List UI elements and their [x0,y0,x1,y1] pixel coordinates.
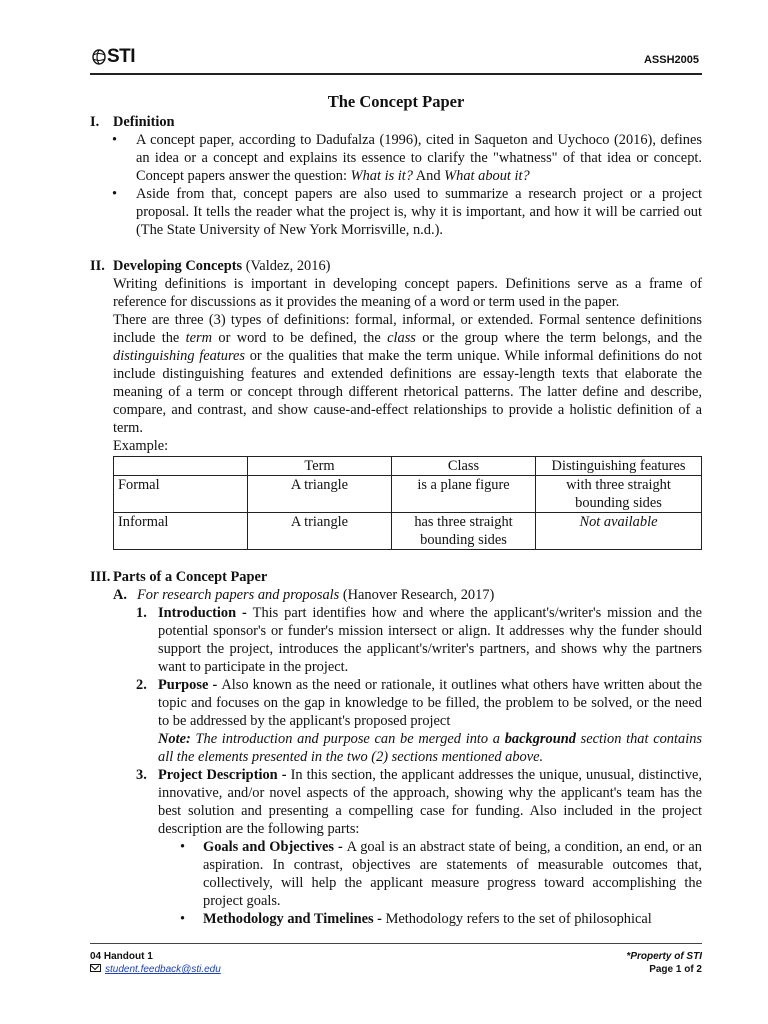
table-cell: A triangle [248,513,392,550]
paragraph: Project Description - In this section, the applicant addresses the unique, unusual, distinctive, innovative, and/or novel aspects of the approach, showing why the applicant's team has the best solution and presenting a compelling case for funding. Also included in the project description are the following parts: [158,767,702,837]
table-cell: Not available [536,513,702,550]
note: Note: The introduction and purpose can be merged into a background section that contains all the elements presented in the two (2) sections mentioned above. [158,731,702,765]
bullet-icon: • [180,911,186,927]
citation: (Valdez, 2016) [242,258,331,274]
paragraph: Introduction - This part identifies how and where the applicant's/writer's mission and the potential sponsor's or funder's mission intersect or align. It addresses why the funder should support the project, introduces the applicant's/writer's partners, and shows why the partners want to participate in the project. [158,605,702,675]
document-body [90,92,702,928]
list-item [112,131,702,185]
handout-label: 04 Handout 1 [90,951,153,962]
footer-divider [90,943,702,944]
paragraph: Writing definitions is important in developing concept papers. Definitions serve as a frame of reference for discussions as it provides the meaning of a word or term used in the paper. [113,276,702,310]
table-row [114,476,702,513]
list-item [112,185,702,239]
table-cell: Formal [114,476,248,513]
course-code: ASSH2005 [643,54,699,66]
section-title: Parts of a Concept Paper [113,569,268,585]
table-header: Distinguishing features [536,457,702,476]
list-item [136,604,702,676]
section-title: Developing Concepts [113,258,243,274]
table-cell: with three straight bounding sides [536,476,702,513]
list-item [180,910,702,928]
table-cell: has three straight bounding sides [392,513,536,550]
definition-table [113,456,702,550]
subsection-a [113,586,702,604]
section-number: II. [90,258,105,274]
paragraph: There are three (3) types of definitions: formal, informal, or extended. Formal sentence definitions include the term or word to be defined, the class or the group where the term belongs, and the distinguishing features or the qualities that make the term unique. While informal definitions do not include distinguishing features and extended definitions are essay-length texts that elaborate the meaning of a term or concept through different rhetorical patterns. The latter define and describe, compare, and contrast, and show cause-and-effect relationships to provide a holistic definition of a term. [113,312,703,436]
item-number: 2. [136,677,147,693]
section-1-heading [90,113,702,131]
item-number: 3. [136,767,147,783]
example-label: Example: [113,438,169,454]
section-number: III. [90,569,111,585]
subsection-label: A. [113,587,127,603]
paragraph: Purpose - Also known as the need or rationale, it outlines what others have written about the topic and focuses on the gap in knowledge to be filled, the problem to be solved, or the need to be addressed by the applicant's proposed project [158,677,702,729]
table-cell: Informal [114,513,248,550]
section-2-heading [90,257,702,275]
paragraph: Goals and Objectives - A goal is an abstract state of being, a condition, an end, or an aspiration. In contrast, objectives are statements of measurable outcomes that, collectively, will help the applicant measure progress toward accomplishing the project goals. [203,839,702,909]
list-item [136,766,702,838]
footer-left [90,950,221,976]
sti-globe-icon [92,49,106,65]
table-header: Term [248,457,392,476]
section-title: Definition [113,114,175,130]
paragraph: Methodology and Timelines - Methodology refers to the set of philosophical [203,911,652,927]
table-row [114,513,702,550]
table-header-row [114,457,702,476]
header-divider [90,73,702,75]
email-link[interactable]: student.feedback@sti.edu [105,964,221,975]
table-header [114,457,248,476]
property-label: *Property of STI [626,951,702,962]
footer-right [626,950,702,976]
list-item [180,838,702,910]
bullet-icon: • [180,839,186,855]
bullet-icon: • [112,132,118,148]
mail-icon [90,964,101,972]
table-header: Class [392,457,536,476]
table-cell: is a plane figure [392,476,536,513]
sti-logo [92,47,135,67]
section-3-heading [90,568,702,586]
paragraph: Aside from that, concept papers are also used to summarize a research project or a project proposal. It tells the reader what the project is, why it is important, and how it will be carried out (The State University of New York Morrisville, n.d.). [136,186,702,238]
paragraph: A concept paper, according to Dadufalza (1996), cited in Saqueton and Uychoco (2016), defines an idea or a concept and explains its essence to clarify the "whatness" of that idea or concept. Concept papers answer the question: What is it? And What about it? [136,132,702,184]
page-title: The Concept Paper [327,92,465,111]
bullet-icon: • [112,186,118,202]
subsection-title: For research papers and proposals [137,587,340,603]
item-number: 1. [136,605,147,621]
logo-text: STI [107,46,136,67]
list-item [136,676,702,730]
table-cell: A triangle [248,476,392,513]
page-number: Page 1 of 2 [649,964,702,975]
section-number: I. [90,114,100,130]
citation: (Hanover Research, 2017) [339,587,495,603]
